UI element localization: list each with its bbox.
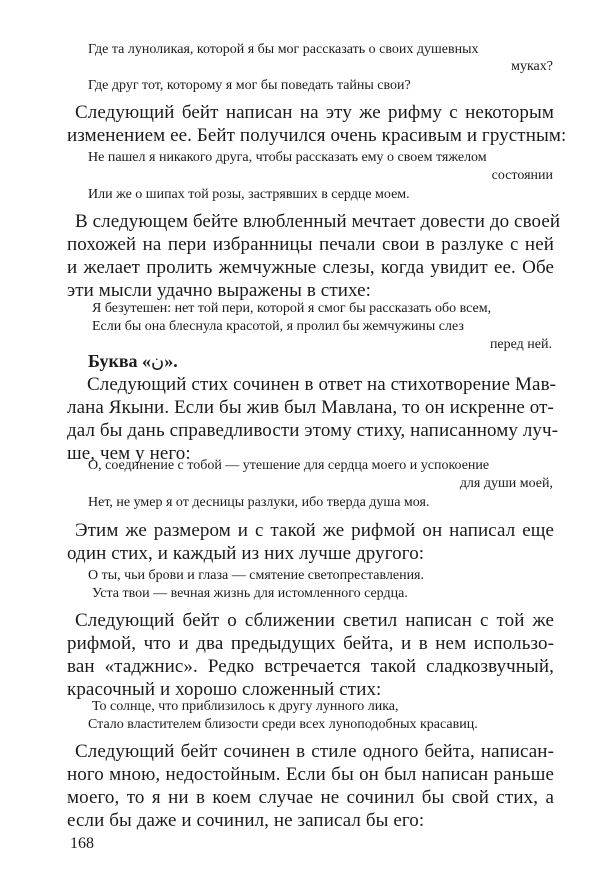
verse-couplet-2 (88, 148, 553, 205)
text-line: один стих, и каждый из них лучше другого: (67, 543, 425, 564)
verse-line: О ты, чьи брови и глаза — смятение светопреставления. (88, 568, 424, 583)
text-line: Следующий бейт о сближении светил написан с той же (75, 610, 554, 631)
verse-line: Нет, не умер я от десницы разлуки, ибо тверда душа моя. (88, 495, 430, 510)
heading-suffix: ». (164, 351, 178, 371)
paragraph-2 (67, 210, 561, 302)
text-line: Этим же размером и с такой же рифмой он написал еще (75, 520, 554, 541)
paragraph-3 (67, 373, 559, 465)
text-line: Следующий стих сочинен в ответ на стихотворение Мав- (87, 374, 557, 395)
paragraph-4 (67, 519, 554, 565)
text-line: рифмой, что и два предыдущих бейта, и в нем использо- (67, 633, 554, 654)
verse-line: Стало властителем близости среди всех луноподобных красавиц. (88, 717, 478, 732)
verse-line: О, соединение с тобой — утешение для сердца моего и успокоение (88, 458, 490, 473)
verse-line: Если бы она блеснула красотой, я пролил бы жемчужины слез (92, 319, 464, 334)
paragraph-6 (67, 740, 554, 832)
page-number: 168 (70, 835, 94, 852)
verse-line-continuation: перед ней. (489, 337, 552, 352)
text-line: Следующий бейт написан на эту же рифму с некоторым (75, 102, 554, 123)
paragraph-5 (67, 609, 554, 701)
verse-line: То солнце, что приблизилось к другу лунного лика, (92, 699, 399, 714)
text-line: Следующий бейт сочинен в стиле одного бейта, написан- (75, 741, 554, 762)
verse-line-continuation: состоянии (491, 168, 553, 183)
verse-couplet-3 (92, 299, 552, 355)
verse-line-continuation: муках? (511, 59, 553, 74)
heading-prefix: Буква « (88, 351, 152, 371)
text-line: и желает пролить жемчужные слезы, когда увидит ее. Обе (67, 257, 554, 278)
verse-line: Или же о шипах той розы, застрявших в сердце моем. (88, 187, 410, 202)
verse-line: Где друг тот, которому я мог бы поведать тайны свои? (88, 78, 411, 93)
text-line: если бы даже и сочинил, не записал бы его: (67, 810, 425, 831)
verse-couplet-5 (88, 566, 553, 604)
letter-heading (88, 350, 178, 373)
verse-line: Где та луноликая, которой я бы мог рассказать о своих душевных (88, 42, 479, 57)
verse-couplet-1 (88, 40, 553, 96)
verse-line: Я безутешен: нет той пери, которой я смог бы рассказать обо всем, (92, 301, 492, 316)
text-line: изменением ее. Бейт получился очень красивым и грустным: (67, 125, 567, 146)
text-line: эти мысли удачно выражены в стихе: (67, 280, 372, 301)
text-line: дал бы дань справедливости этому стиху, написанному луч- (67, 420, 559, 441)
paragraph-1 (67, 101, 567, 147)
text-line: ван «таджнис». Редко встречается такой сладкозвучный, (67, 656, 554, 677)
verse-line: Не пашел я никакого друга, чтобы рассказать ему о своем тяжелом (88, 150, 487, 165)
text-line: красочный и хорошо сложенный стих: (67, 679, 382, 700)
verse-line: Уста твои — вечная жизнь для истомленного сердца. (92, 586, 408, 601)
text-line: ше, чем у него: (67, 443, 191, 464)
verse-line-continuation: для души моей, (459, 476, 553, 491)
arabic-letter: ن (151, 351, 165, 372)
text-line: лана Якыни. Если бы жив был Мавлана, то он искренне от- (67, 397, 554, 418)
text-line: В следующем бейте влюбленный мечтает довести до своей (75, 211, 561, 232)
text-line: моего, то я ни в коем случае не сочинил бы свой стих, а (67, 787, 554, 808)
verse-couplet-4 (88, 456, 553, 513)
text-line: ного мною, недостойным. Если бы он был написан раньше (67, 764, 554, 785)
verse-couplet-6 (88, 697, 553, 735)
text-line: похожей на пери избранницы печали свои в разлуке с ней (67, 234, 554, 255)
